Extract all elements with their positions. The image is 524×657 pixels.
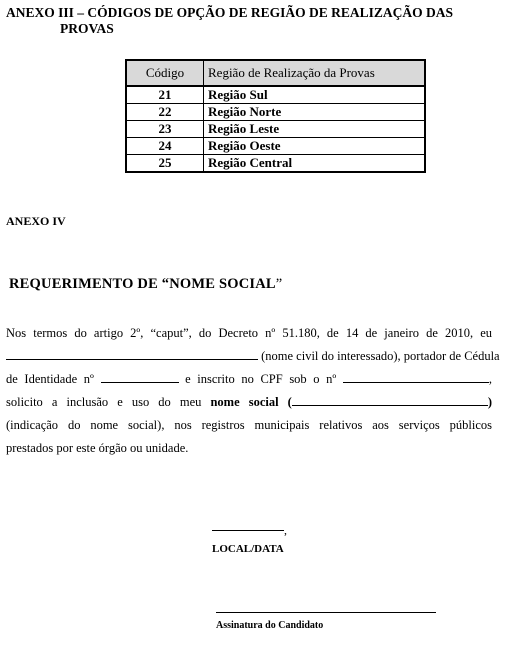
- requerimento-close-quote: ”: [275, 276, 283, 292]
- table-row: [126, 104, 425, 121]
- local-date-comma: ,: [284, 523, 287, 537]
- row-region: Região Sul: [204, 86, 426, 104]
- anexo-iii-title-line2: PROVAS: [60, 21, 114, 36]
- paragraph-line-2-text: (nome civil do interessado), portador de Cédula: [261, 349, 500, 363]
- table-row: [126, 138, 425, 155]
- row-code: 21: [126, 86, 204, 104]
- social-name-bold: nome social: [210, 395, 279, 409]
- civil-name-field[interactable]: [6, 347, 258, 360]
- table-row: [126, 155, 425, 173]
- requerimento-title: [9, 276, 282, 293]
- header-region: Região de Realização da Provas: [204, 60, 426, 86]
- signature-label: Assinatura do Candidato: [216, 620, 324, 631]
- paragraph-line-6: prestados por este órgão ou unidade.: [6, 441, 189, 455]
- open-paren: (: [287, 395, 292, 409]
- row-code: 24: [126, 138, 204, 155]
- row-region: Região Leste: [204, 121, 426, 138]
- row-code: 23: [126, 121, 204, 138]
- table-header-row: [126, 60, 425, 86]
- id-label: de Identidade nº: [6, 372, 94, 386]
- requerimento-title-text: REQUERIMENTO DE “NOME SOCIAL: [9, 276, 276, 292]
- row-region: Região Oeste: [204, 138, 426, 155]
- local-date-field[interactable]: [212, 530, 284, 531]
- header-code: Código: [126, 60, 204, 86]
- signature-field[interactable]: [216, 612, 436, 613]
- row-region: Região Central: [204, 155, 426, 173]
- cpf-field[interactable]: [343, 370, 489, 383]
- cpf-label: e inscrito no CPF sob o nº: [185, 372, 337, 386]
- paragraph-line-1: Nos termos do artigo 2º, “caput”, do Decreto nº 51.180, de 14 de janeiro de 2010, eu: [6, 326, 492, 340]
- social-name-field[interactable]: [292, 393, 488, 406]
- anexo-iv-title: ANEXO IV: [6, 214, 66, 228]
- row-code: 25: [126, 155, 204, 173]
- table-row: [126, 86, 425, 104]
- paragraph-line-5: (indicação do nome social), nos registros municipais relativos aos serviços públicos: [6, 418, 492, 432]
- row-code: 22: [126, 104, 204, 121]
- close-paren: ): [487, 395, 492, 409]
- region-codes-table: [125, 59, 426, 173]
- anexo-iii-title: [6, 5, 518, 37]
- id-number-field[interactable]: [101, 370, 179, 383]
- table-row: [126, 121, 425, 138]
- anexo-iii-title-line1: ANEXO III – CÓDIGOS DE OPÇÃO DE REGIÃO DE REALIZAÇÃO DAS: [6, 5, 454, 20]
- paragraph-line-2: [6, 345, 500, 368]
- row-region: Região Norte: [204, 104, 426, 121]
- paragraph-line-4: [6, 391, 492, 414]
- local-date-label: LOCAL/DATA: [212, 543, 284, 555]
- social-name-intro: solicito a inclusão e uso do meu: [6, 395, 202, 409]
- paragraph-line-3: [6, 368, 492, 391]
- request-paragraph: [6, 322, 500, 460]
- comma: ,: [488, 372, 492, 386]
